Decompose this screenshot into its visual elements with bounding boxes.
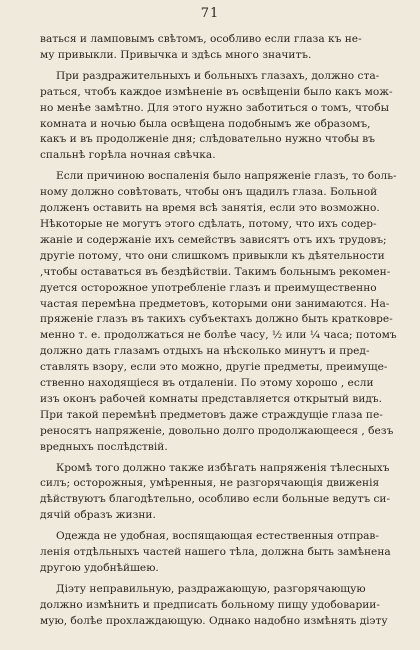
text-line: Нѣкоторые не могутъ этого сдѣлать, потому, что ихъ содер- — [40, 217, 377, 230]
paragraph — [40, 169, 406, 455]
text-line: мую, болѣе прохлаждающую. Однако надобно измѣнять діэту — [40, 614, 388, 627]
text-line: дячій образъ жизни. — [40, 509, 156, 522]
text-line: ваться и ламповымъ свѣтомъ, особливо если глаза къ не- — [40, 33, 362, 45]
text-line: дѣйствуютъ благодѣтельно, особливо если больные ведутъ си- — [40, 493, 391, 506]
text-line: ственно находящіеся въ отдаленіи. По этому хорошо , если — [40, 377, 374, 390]
text-line: ному должно совѣтовать, чтобы онъ щадилъ глаза. Больной — [40, 186, 378, 199]
text-line: му привыкли. Привычка и здѣсь много значитъ. — [40, 48, 312, 61]
paragraph — [40, 529, 406, 577]
text-line: дуется осторожное употребленіе глазъ и преимущественно — [40, 281, 377, 294]
text-line: силъ; осторожныя, умѣренныя, не разгорячающія движенія — [40, 477, 380, 490]
text-line: долженъ оставить на время всѣ занятія, если это возможно. — [40, 202, 380, 215]
text-line: частая перемѣна предметовъ, которыми они занимаются. На- — [40, 297, 390, 310]
text-line: должно измѣнить и предписать больному пищу удобоварии- — [40, 598, 380, 611]
text-line: Діэту неправильную, раздражающую, разгорячающую — [56, 582, 366, 595]
text-line: При такой перемѣнѣ предметовъ даже страждущіе глаза пе- — [40, 408, 383, 421]
text-line: комната и ночью была освѣщена подобнымъ же образомъ, — [40, 117, 371, 130]
text-line: раться, чтобъ каждое измѣненіе въ освѣщеніи было какъ мож- — [40, 85, 393, 98]
text-line: другіе потому, что они слишкомъ привыкли къ дѣятельности — [40, 249, 385, 262]
text-line: менно т. е. продолжаться не болѣе часу, ½ или ¼ часа; потомъ — [40, 329, 397, 342]
paragraph — [40, 32, 406, 64]
paragraph — [40, 461, 406, 525]
text-line: При раздражительныхъ и больныхъ глазахъ, должно ста- — [56, 69, 380, 82]
text-line: другою удобнѣйшею. — [40, 562, 159, 574]
page-number: 71 — [200, 6, 220, 21]
text-line: Кромѣ того должно также избѣгать напряженія тѣлесныхъ — [56, 461, 390, 474]
text-line: Одежда не удобная, воспящающая естественныя отправ- — [56, 530, 379, 543]
text-line: какъ и въ продолженіе дня; слѣдовательно нужно чтобы въ — [40, 133, 375, 146]
text-line: жаніе и содержаніе ихъ семействъ зависятъ отъ ихъ трудовъ; — [40, 233, 387, 246]
text-line: должно дать глазамъ отдыхъ на нѣсколько минутъ и пред- — [40, 345, 370, 358]
text-line: спальнѣ горѣла ночная свѣчка. — [40, 149, 216, 162]
text-line: ,чтобы оставаться въ бездѣйствіи. Такимъ больнымъ рекомен- — [40, 265, 391, 278]
text-line: реносятъ напряженіе, довольно долго продолжающееся , безъ — [40, 424, 394, 437]
paragraph — [40, 582, 406, 630]
body-text — [40, 32, 406, 635]
text-line: ленія отдѣльныхъ частей нашего тѣла, должна быть замѣнена — [40, 546, 391, 559]
paragraph — [40, 69, 406, 164]
text-line: вредныхъ послѣдствій. — [40, 440, 168, 453]
text-line: пряженіе глазъ въ такихъ субъектахъ должно быть кратковре- — [40, 313, 393, 326]
text-line: Если причиною воспаленія было напряженіе глазъ, то боль- — [56, 170, 397, 183]
text-line: но менѣе замѣтно. Для этого нужно заботиться о томъ, чтобы — [40, 101, 389, 114]
text-line: ставлять взору, если это можно, другіе предметы, преимуще- — [40, 361, 388, 374]
text-line: изъ оконъ рабочей комнаты представляется открытый видъ. — [40, 392, 383, 405]
